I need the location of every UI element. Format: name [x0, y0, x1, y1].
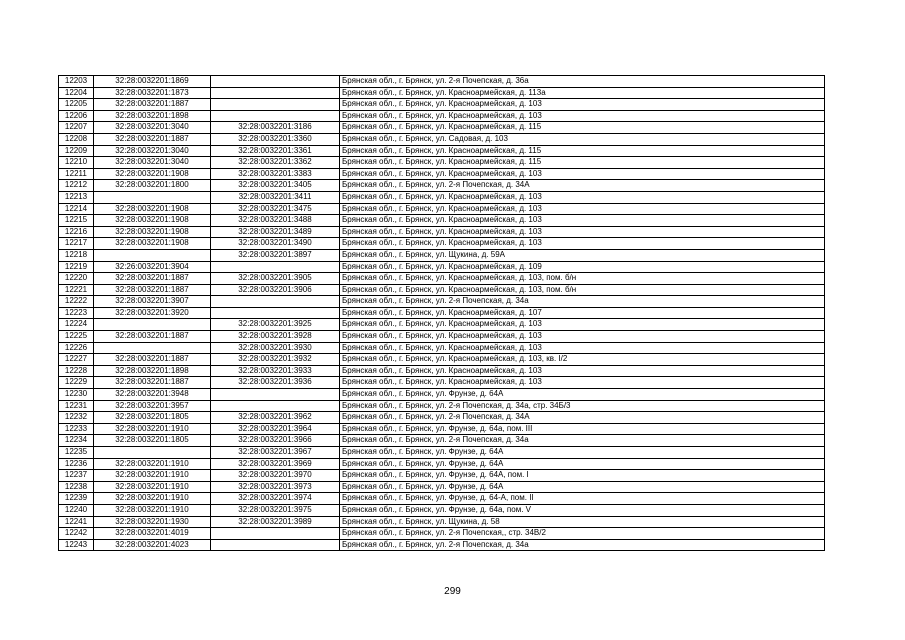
cadastral-number-cell	[94, 447, 211, 459]
table-row	[59, 273, 825, 285]
table-row	[59, 354, 825, 366]
row-number-cell: 12205	[59, 99, 94, 111]
cadastral-number-cell: 32:28:0032201:4019	[94, 528, 211, 540]
row-number-cell: 12206	[59, 110, 94, 122]
address-cell: Брянская обл., г. Брянск, ул. Красноармейская, д. 115	[340, 157, 825, 169]
row-number-cell: 12242	[59, 528, 94, 540]
table-row	[59, 377, 825, 389]
parent-number-cell: 32:28:0032201:3925	[211, 319, 340, 331]
row-number-cell: 12216	[59, 226, 94, 238]
address-cell: Брянская обл., г. Брянск, ул. 2-я Почепская, д. 34а	[340, 435, 825, 447]
address-cell: Брянская обл., г. Брянск, ул. Красноармейская, д. 103	[340, 238, 825, 250]
parent-number-cell: 32:28:0032201:3906	[211, 284, 340, 296]
cadastral-number-cell	[94, 342, 211, 354]
table-row	[59, 342, 825, 354]
table-row	[59, 470, 825, 482]
cadastral-number-cell: 32:28:0032201:1898	[94, 365, 211, 377]
parent-number-cell: 32:28:0032201:3936	[211, 377, 340, 389]
cadastral-number-cell: 32:28:0032201:1887	[94, 377, 211, 389]
parent-number-cell: 32:28:0032201:3905	[211, 273, 340, 285]
cadastral-number-cell: 32:28:0032201:3920	[94, 307, 211, 319]
table-row	[59, 76, 825, 88]
row-number-cell: 12231	[59, 400, 94, 412]
row-number-cell: 12236	[59, 458, 94, 470]
table-row	[59, 493, 825, 505]
cadastral-number-cell: 32:28:0032201:1887	[94, 331, 211, 343]
row-number-cell: 12204	[59, 87, 94, 99]
row-number-cell: 12209	[59, 145, 94, 157]
row-number-cell: 12237	[59, 470, 94, 482]
address-cell: Брянская обл., г. Брянск, ул. Красноармейская, д. 115	[340, 122, 825, 134]
table-row	[59, 226, 825, 238]
table-row	[59, 110, 825, 122]
table-row	[59, 133, 825, 145]
parent-number-cell: 32:28:0032201:3973	[211, 481, 340, 493]
address-cell: Брянская обл., г. Брянск, ул. Фрунзе, д. 64А, пом. I	[340, 470, 825, 482]
row-number-cell: 12235	[59, 447, 94, 459]
row-number-cell: 12229	[59, 377, 94, 389]
table-row	[59, 296, 825, 308]
row-number-cell: 12232	[59, 412, 94, 424]
address-cell: Брянская обл., г. Брянск, ул. Фрунзе, д. 64А	[340, 458, 825, 470]
table-row	[59, 122, 825, 134]
cadastral-number-cell: 32:28:0032201:1898	[94, 110, 211, 122]
table-row	[59, 504, 825, 516]
address-cell: Брянская обл., г. Брянск, ул. Фрунзе, д. 64А	[340, 389, 825, 401]
table-row	[59, 87, 825, 99]
parent-number-cell	[211, 296, 340, 308]
row-number-cell: 12217	[59, 238, 94, 250]
table-row	[59, 180, 825, 192]
parent-number-cell	[211, 261, 340, 273]
parent-number-cell: 32:28:0032201:3361	[211, 145, 340, 157]
cadastral-number-cell: 32:28:0032201:1908	[94, 168, 211, 180]
parent-number-cell	[211, 76, 340, 88]
address-cell: Брянская обл., г. Брянск, ул. Фрунзе, д. 64-А, пом. II	[340, 493, 825, 505]
cadastral-number-cell	[94, 319, 211, 331]
table-row	[59, 539, 825, 551]
cadastral-number-cell: 32:28:0032201:1910	[94, 423, 211, 435]
cadastral-number-cell: 32:28:0032201:1910	[94, 504, 211, 516]
cadastral-number-cell: 32:28:0032201:3957	[94, 400, 211, 412]
cadastral-number-cell: 32:28:0032201:1805	[94, 435, 211, 447]
row-number-cell: 12225	[59, 331, 94, 343]
parent-number-cell: 32:28:0032201:3930	[211, 342, 340, 354]
parent-number-cell: 32:28:0032201:3967	[211, 447, 340, 459]
parent-number-cell	[211, 539, 340, 551]
parent-number-cell	[211, 110, 340, 122]
address-cell: Брянская обл., г. Брянск, ул. Красноармейская, д. 103	[340, 319, 825, 331]
parent-number-cell: 32:28:0032201:3933	[211, 365, 340, 377]
table-row	[59, 447, 825, 459]
table-row	[59, 284, 825, 296]
address-cell: Брянская обл., г. Брянск, ул. Красноармейская, д. 103	[340, 191, 825, 203]
parent-number-cell: 32:28:0032201:3405	[211, 180, 340, 192]
row-number-cell: 12203	[59, 76, 94, 88]
table-row	[59, 458, 825, 470]
cadastral-number-cell	[94, 191, 211, 203]
address-cell: Брянская обл., г. Брянск, ул. Красноармейская, д. 103	[340, 203, 825, 215]
table-row	[59, 145, 825, 157]
cadastral-number-cell: 32:26:0032201:3904	[94, 261, 211, 273]
parent-number-cell: 32:28:0032201:3897	[211, 249, 340, 261]
row-number-cell: 12221	[59, 284, 94, 296]
row-number-cell: 12227	[59, 354, 94, 366]
parent-number-cell: 32:28:0032201:3975	[211, 504, 340, 516]
table-row	[59, 203, 825, 215]
parent-number-cell	[211, 99, 340, 111]
table-row	[59, 435, 825, 447]
row-number-cell: 12214	[59, 203, 94, 215]
address-cell: Брянская обл., г. Брянск, ул. 2-я Почепская, д. 34а	[340, 296, 825, 308]
parent-number-cell: 32:28:0032201:3989	[211, 516, 340, 528]
row-number-cell: 12212	[59, 180, 94, 192]
address-cell: Брянская обл., г. Брянск, ул. 2-я Почепская, д. 34а, стр. 34Б/3	[340, 400, 825, 412]
address-cell: Брянская обл., г. Брянск, ул. Красноармейская, д. 103	[340, 215, 825, 227]
cadastral-number-cell: 32:28:0032201:1908	[94, 215, 211, 227]
table-row	[59, 249, 825, 261]
cadastral-number-cell: 32:28:0032201:1887	[94, 133, 211, 145]
parent-number-cell: 32:28:0032201:3970	[211, 470, 340, 482]
parent-number-cell: 32:28:0032201:3490	[211, 238, 340, 250]
cadastral-number-cell: 32:28:0032201:1887	[94, 284, 211, 296]
cadastral-number-cell: 32:28:0032201:1910	[94, 493, 211, 505]
cadastral-number-cell: 32:28:0032201:1873	[94, 87, 211, 99]
table-row	[59, 319, 825, 331]
row-number-cell: 12230	[59, 389, 94, 401]
address-cell: Брянская обл., г. Брянск, ул. Щукина, д. 58	[340, 516, 825, 528]
cadastral-number-cell: 32:28:0032201:1805	[94, 412, 211, 424]
registry-table	[58, 75, 825, 551]
parent-number-cell: 32:28:0032201:3969	[211, 458, 340, 470]
row-number-cell: 12222	[59, 296, 94, 308]
row-number-cell: 12215	[59, 215, 94, 227]
parent-number-cell: 32:28:0032201:3475	[211, 203, 340, 215]
address-cell: Брянская обл., г. Брянск, ул. Фрунзе, д. 64А	[340, 447, 825, 459]
parent-number-cell	[211, 528, 340, 540]
table-row	[59, 215, 825, 227]
row-number-cell: 12220	[59, 273, 94, 285]
row-number-cell: 12208	[59, 133, 94, 145]
parent-number-cell: 32:28:0032201:3962	[211, 412, 340, 424]
address-cell: Брянская обл., г. Брянск, ул. Красноармейская, д. 103, пом. б/н	[340, 284, 825, 296]
table-row	[59, 99, 825, 111]
parent-number-cell	[211, 389, 340, 401]
parent-number-cell: 32:28:0032201:3489	[211, 226, 340, 238]
cadastral-number-cell: 32:28:0032201:1910	[94, 481, 211, 493]
address-cell: Брянская обл., г. Брянск, ул. Красноармейская, д. 103	[340, 365, 825, 377]
row-number-cell: 12218	[59, 249, 94, 261]
parent-number-cell: 32:28:0032201:3383	[211, 168, 340, 180]
cadastral-number-cell: 32:28:0032201:3040	[94, 145, 211, 157]
cadastral-number-cell: 32:28:0032201:1869	[94, 76, 211, 88]
table-row	[59, 157, 825, 169]
cadastral-number-cell: 32:28:0032201:1908	[94, 203, 211, 215]
row-number-cell: 12228	[59, 365, 94, 377]
row-number-cell: 12224	[59, 319, 94, 331]
cadastral-number-cell: 32:28:0032201:1800	[94, 180, 211, 192]
cadastral-number-cell: 32:28:0032201:1930	[94, 516, 211, 528]
row-number-cell: 12240	[59, 504, 94, 516]
address-cell: Брянская обл., г. Брянск, ул. Красноармейская, д. 103	[340, 377, 825, 389]
table-row	[59, 191, 825, 203]
row-number-cell: 12239	[59, 493, 94, 505]
address-cell: Брянская обл., г. Брянск, ул. 2-я Почепская,, стр. 34В/2	[340, 528, 825, 540]
cadastral-number-cell: 32:28:0032201:4023	[94, 539, 211, 551]
table-row	[59, 481, 825, 493]
parent-number-cell	[211, 400, 340, 412]
table-row	[59, 331, 825, 343]
row-number-cell: 12210	[59, 157, 94, 169]
table-row	[59, 389, 825, 401]
cadastral-number-cell: 32:28:0032201:3040	[94, 122, 211, 134]
page-number: 299	[444, 586, 461, 597]
cadastral-number-cell: 32:28:0032201:1887	[94, 354, 211, 366]
address-cell: Брянская обл., г. Брянск, ул. Щукина, д. 59А	[340, 249, 825, 261]
address-cell: Брянская обл., г. Брянск, ул. Красноармейская, д. 113а	[340, 87, 825, 99]
parent-number-cell: 32:28:0032201:3411	[211, 191, 340, 203]
parent-number-cell: 32:28:0032201:3928	[211, 331, 340, 343]
cadastral-number-cell: 32:28:0032201:3948	[94, 389, 211, 401]
address-cell: Брянская обл., г. Брянск, ул. 2-я Почепская, д. 34А	[340, 180, 825, 192]
table-row	[59, 528, 825, 540]
row-number-cell: 12223	[59, 307, 94, 319]
table-row	[59, 261, 825, 273]
parent-number-cell	[211, 87, 340, 99]
registry-table-body	[59, 76, 825, 551]
parent-number-cell: 32:28:0032201:3362	[211, 157, 340, 169]
address-cell: Брянская обл., г. Брянск, ул. 2-я Почепская, д. 34А	[340, 412, 825, 424]
cadastral-number-cell: 32:28:0032201:3040	[94, 157, 211, 169]
parent-number-cell: 32:28:0032201:3488	[211, 215, 340, 227]
address-cell: Брянская обл., г. Брянск, ул. Красноармейская, д. 109	[340, 261, 825, 273]
address-cell: Брянская обл., г. Брянск, ул. Красноармейская, д. 103, пом. б/н	[340, 273, 825, 285]
address-cell: Брянская обл., г. Брянск, ул. Красноармейская, д. 103	[340, 99, 825, 111]
row-number-cell: 12226	[59, 342, 94, 354]
table-row	[59, 516, 825, 528]
cadastral-number-cell: 32:28:0032201:1908	[94, 238, 211, 250]
address-cell: Брянская обл., г. Брянск, ул. Красноармейская, д. 107	[340, 307, 825, 319]
address-cell: Брянская обл., г. Брянск, ул. Красноармейская, д. 103	[340, 168, 825, 180]
parent-number-cell	[211, 307, 340, 319]
row-number-cell: 12241	[59, 516, 94, 528]
table-row	[59, 365, 825, 377]
address-cell: Брянская обл., г. Брянск, ул. Красноармейская, д. 103	[340, 331, 825, 343]
parent-number-cell: 32:28:0032201:3360	[211, 133, 340, 145]
address-cell: Брянская обл., г. Брянск, ул. Фрунзе, д. 64А	[340, 481, 825, 493]
parent-number-cell: 32:28:0032201:3974	[211, 493, 340, 505]
address-cell: Брянская обл., г. Брянск, ул. Фрунзе, д. 64а, пом. III	[340, 423, 825, 435]
address-cell: Брянская обл., г. Брянск, ул. Фрунзе, д. 64а, пом. V	[340, 504, 825, 516]
row-number-cell: 12219	[59, 261, 94, 273]
table-row	[59, 412, 825, 424]
address-cell: Брянская обл., г. Брянск, ул. Садовая, д. 103	[340, 133, 825, 145]
parent-number-cell: 32:28:0032201:3186	[211, 122, 340, 134]
address-cell: Брянская обл., г. Брянск, ул. Красноармейская, д. 103	[340, 342, 825, 354]
cadastral-number-cell: 32:28:0032201:1910	[94, 458, 211, 470]
table-row	[59, 400, 825, 412]
address-cell: Брянская обл., г. Брянск, ул. Красноармейская, д. 103, кв. I/2	[340, 354, 825, 366]
row-number-cell: 12243	[59, 539, 94, 551]
address-cell: Брянская обл., г. Брянск, ул. Красноармейская, д. 115	[340, 145, 825, 157]
row-number-cell: 12234	[59, 435, 94, 447]
address-cell: Брянская обл., г. Брянск, ул. 2-я Почепская, д. 34а	[340, 539, 825, 551]
row-number-cell: 12207	[59, 122, 94, 134]
cadastral-number-cell	[94, 249, 211, 261]
cadastral-number-cell: 32:28:0032201:1908	[94, 226, 211, 238]
address-cell: Брянская обл., г. Брянск, ул. 2-я Почепская, д. 36а	[340, 76, 825, 88]
cadastral-number-cell: 32:28:0032201:1887	[94, 99, 211, 111]
address-cell: Брянская обл., г. Брянск, ул. Красноармейская, д. 103	[340, 226, 825, 238]
table-row	[59, 238, 825, 250]
address-cell: Брянская обл., г. Брянск, ул. Красноармейская, д. 103	[340, 110, 825, 122]
row-number-cell: 12238	[59, 481, 94, 493]
table-row	[59, 168, 825, 180]
cadastral-number-cell: 32:28:0032201:1887	[94, 273, 211, 285]
row-number-cell: 12213	[59, 191, 94, 203]
table-row	[59, 307, 825, 319]
cadastral-number-cell: 32:28:0032201:3907	[94, 296, 211, 308]
parent-number-cell: 32:28:0032201:3964	[211, 423, 340, 435]
row-number-cell: 12211	[59, 168, 94, 180]
parent-number-cell: 32:28:0032201:3966	[211, 435, 340, 447]
cadastral-number-cell: 32:28:0032201:1910	[94, 470, 211, 482]
parent-number-cell: 32:28:0032201:3932	[211, 354, 340, 366]
table-row	[59, 423, 825, 435]
row-number-cell: 12233	[59, 423, 94, 435]
